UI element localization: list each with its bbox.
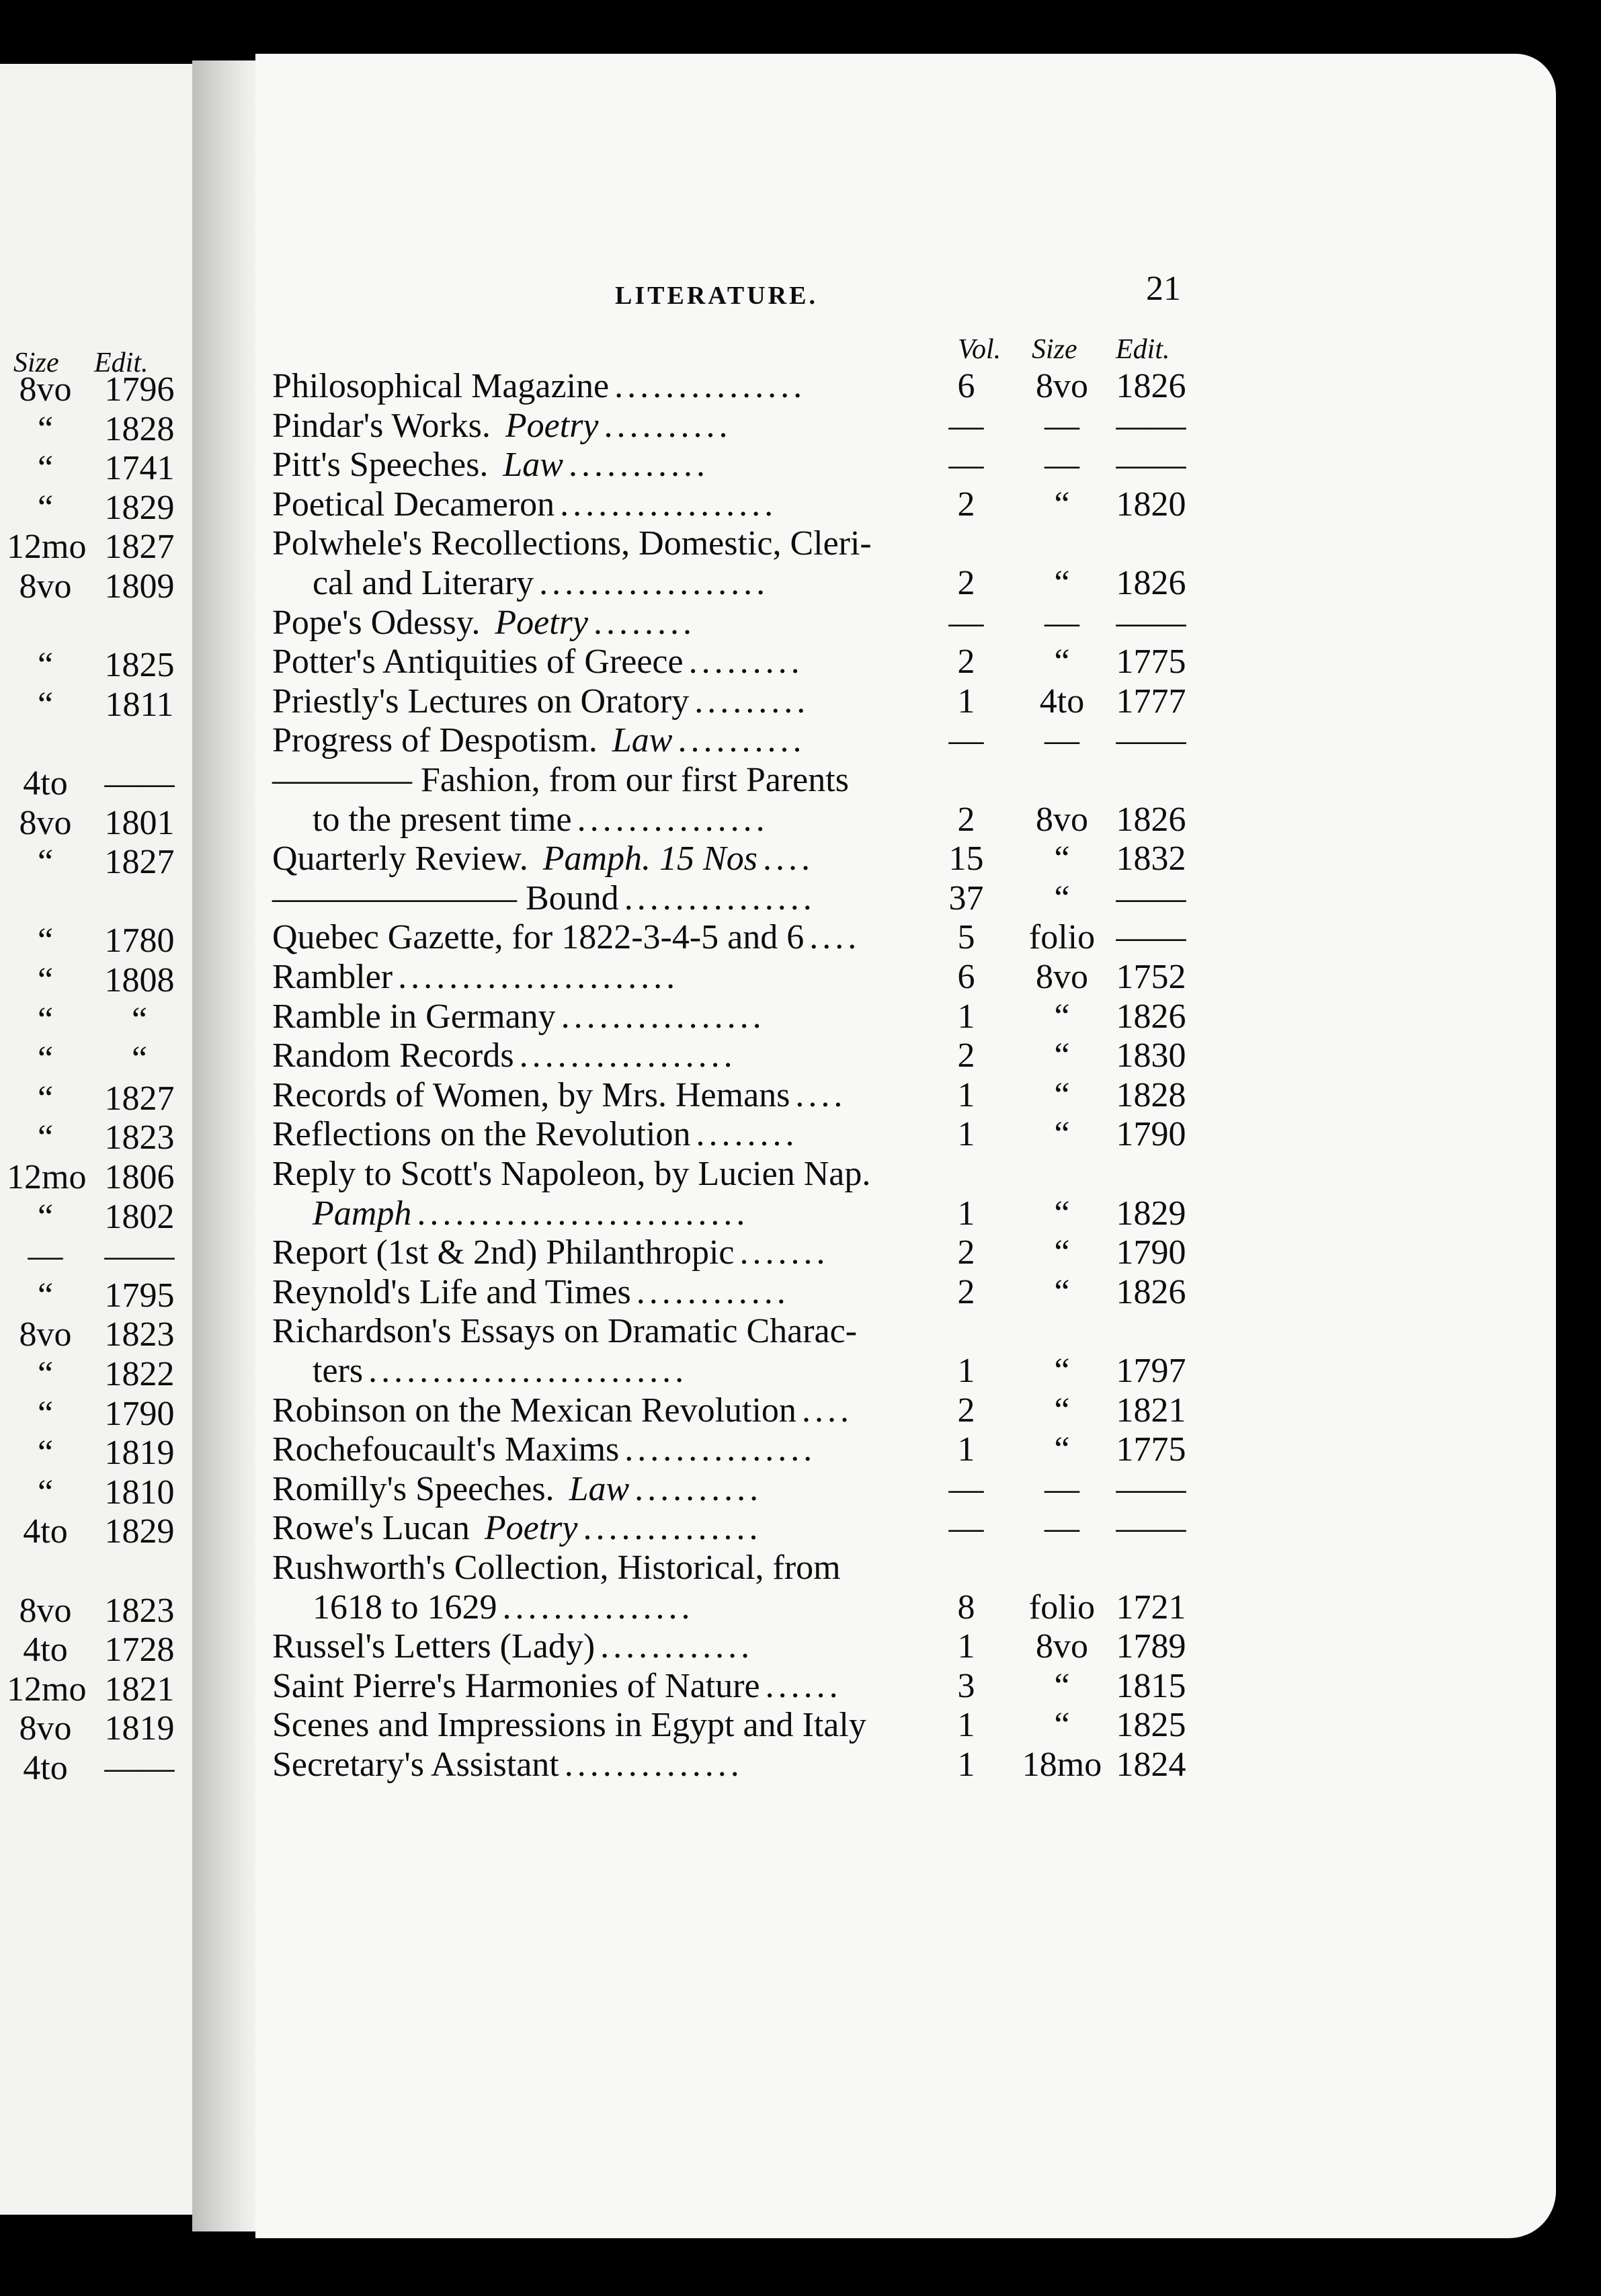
entry-row <box>272 406 732 446</box>
entry-title: Potter's Antiquities of Greece <box>272 643 684 682</box>
entry-title: Priestly's Lectures on Oratory <box>272 682 690 721</box>
entry-size-cell: “ <box>1054 997 1070 1036</box>
entry-vol-cell: 2 <box>957 643 975 682</box>
entry-title: Reflections on the Revolution <box>272 1115 691 1154</box>
left-size-cell: “ <box>37 1434 54 1473</box>
entry-title: cal and Literary <box>313 564 534 602</box>
left-edition-cell: 1790 <box>104 1394 175 1433</box>
entry-vol-cell: 2 <box>957 1036 975 1075</box>
entry-vol-cell: — <box>948 721 984 760</box>
left-edition-cell: 1780 <box>104 921 175 960</box>
dot-leader: ......... <box>694 682 810 721</box>
left-size-cell: 4to <box>23 1512 68 1551</box>
entry-title: Reynold's Life and Times <box>272 1272 631 1311</box>
entry-row <box>272 878 816 919</box>
entry-row <box>272 1745 743 1785</box>
entry-edit-cell: 1826 <box>1116 564 1186 602</box>
left-edition-cell: 1811 <box>105 685 174 724</box>
entry-size-cell: — <box>1044 1509 1079 1548</box>
entry-row <box>272 760 854 801</box>
entry-vol-cell: 1 <box>957 1115 975 1154</box>
entry-row <box>313 1351 688 1391</box>
entry-row <box>313 563 769 604</box>
entry-note: Pamph. 15 Nos <box>542 839 757 878</box>
entry-title: Rushworth's Collection, Historical, from <box>272 1549 841 1587</box>
entry-edit-cell: 1829 <box>1116 1194 1186 1233</box>
left-size-cell: “ <box>37 646 54 685</box>
entry-row <box>272 1548 846 1588</box>
entry-edit-cell: 1752 <box>1116 958 1186 996</box>
dot-leader: ......................... <box>368 1352 688 1390</box>
dot-leader: ................ <box>561 997 766 1036</box>
left-edition-cell: 1728 <box>104 1631 175 1670</box>
entry-size-cell: — <box>1044 406 1079 445</box>
left-size-cell: 8vo <box>19 567 72 606</box>
entry-vol-cell: 6 <box>957 958 975 996</box>
entry-size-cell: “ <box>1054 1036 1070 1075</box>
entry-title: Philosophical Magazine <box>272 367 610 405</box>
entry-row <box>272 524 877 564</box>
left-edition-cell: 1795 <box>104 1276 175 1315</box>
entry-title: Reply to Scott's Napoleon, by Lucien Nap. <box>272 1155 871 1193</box>
entry-edit-cell: —— <box>1116 446 1186 485</box>
entry-edit-cell: 1790 <box>1116 1115 1186 1154</box>
entry-vol-cell: 5 <box>957 918 975 957</box>
left-edition-cell: 1819 <box>104 1434 175 1473</box>
entry-title: Secretary's Assistant <box>272 1746 559 1784</box>
dot-leader: ............... <box>624 1430 817 1469</box>
left-edition-cell: “ <box>131 1000 148 1039</box>
left-size-cell: “ <box>37 921 54 960</box>
entry-size-cell: folio <box>1028 1588 1096 1627</box>
left-size-cell: 4to <box>23 764 68 803</box>
entry-vol-cell: 1 <box>957 1706 975 1745</box>
entry-edit-cell: —— <box>1116 878 1186 917</box>
left-size-cell: 12mo <box>7 528 87 567</box>
entry-title: ——————— Bound <box>272 878 619 917</box>
dot-leader: .......... <box>634 1469 763 1508</box>
left-edition-cell: 1808 <box>104 961 175 999</box>
entry-size-cell: 8vo <box>1036 958 1088 996</box>
left-size-cell: “ <box>37 1276 54 1315</box>
entry-edit-cell: 1826 <box>1116 997 1186 1036</box>
left-edition-cell: 1741 <box>104 449 175 488</box>
entry-vol-cell: 3 <box>957 1666 975 1705</box>
entry-vol-cell: — <box>948 1509 984 1548</box>
running-head: LITERATURE. <box>615 282 818 310</box>
entry-title: Rowe's Lucan <box>272 1509 470 1548</box>
left-edition-cell: 1827 <box>104 1079 175 1118</box>
left-size-cell: 4to <box>23 1631 68 1670</box>
entry-row <box>272 485 777 525</box>
entry-vol-cell: 2 <box>957 800 975 839</box>
entry-title: Quebec Gazette, for 1822-3-4-5 and 6 <box>272 918 805 957</box>
entry-edit-cell: —— <box>1116 918 1186 957</box>
left-size-cell: “ <box>37 1079 54 1118</box>
entry-title: Random Records <box>272 1036 514 1075</box>
dot-leader: ............ <box>636 1272 790 1311</box>
dot-leader: .............. <box>564 1746 743 1784</box>
entry-title: ———— Fashion, from our first Parents <box>272 761 849 799</box>
left-edition-cell: 1809 <box>104 567 175 606</box>
entry-size-cell: 8vo <box>1036 367 1088 405</box>
entry-edit-cell: 1775 <box>1116 1430 1186 1469</box>
dot-leader: .......... <box>678 721 806 760</box>
left-edition-cell: 1796 <box>104 370 175 409</box>
entry-edit-cell: 1832 <box>1116 839 1186 878</box>
left-edition-cell: 1829 <box>104 488 175 527</box>
entry-vol-cell: 1 <box>957 1627 975 1666</box>
entry-row <box>272 1154 876 1194</box>
entry-row <box>272 1194 749 1234</box>
left-column-header-edit: Edit. <box>94 347 149 378</box>
entry-edit-cell: —— <box>1116 1509 1186 1548</box>
left-edition-cell: —— <box>104 764 175 803</box>
entry-size-cell: 18mo <box>1022 1746 1102 1784</box>
entry-row <box>272 1272 790 1313</box>
entry-title: Romilly's Speeches. <box>272 1469 555 1508</box>
left-edition-cell: 1827 <box>104 528 175 567</box>
left-size-cell: “ <box>37 449 54 488</box>
left-edition-cell: 1806 <box>104 1158 175 1196</box>
entry-row <box>272 603 696 643</box>
entry-size-cell: 8vo <box>1036 1627 1088 1666</box>
entry-size-cell: — <box>1044 721 1079 760</box>
left-edition-cell: 1829 <box>104 1512 175 1551</box>
left-size-cell: 12mo <box>7 1670 87 1709</box>
entry-note: Poetry <box>484 1509 578 1548</box>
left-size-cell: 8vo <box>19 1591 72 1630</box>
entry-size-cell: — <box>1044 603 1079 642</box>
entry-row <box>272 366 806 407</box>
dot-leader: ....... <box>739 1233 829 1272</box>
entry-edit-cell: 1797 <box>1116 1352 1186 1390</box>
entry-title: Scenes and Impressions in Egypt and Italy <box>272 1706 866 1745</box>
entry-size-cell: “ <box>1054 485 1070 524</box>
entry-edit-cell: —— <box>1116 406 1186 445</box>
column-header-vol: Vol. <box>958 334 1001 365</box>
entry-edit-cell: 1826 <box>1116 1272 1186 1311</box>
left-size-cell: “ <box>37 1355 54 1393</box>
entry-size-cell: “ <box>1054 1194 1070 1233</box>
entry-title: Richardson's Essays on Dramatic Charac- <box>272 1312 858 1351</box>
left-edition-cell: 1825 <box>104 646 175 685</box>
left-edition-cell: —— <box>104 1749 175 1787</box>
left-size-cell: “ <box>37 843 54 882</box>
entry-size-cell: “ <box>1054 643 1070 682</box>
entry-title: Quarterly Review. <box>272 839 528 878</box>
left-edition-cell: 1827 <box>104 843 175 882</box>
left-size-cell: 4to <box>23 1749 68 1787</box>
left-size-cell: “ <box>37 1394 54 1433</box>
left-size-cell: 12mo <box>7 1158 87 1196</box>
entry-size-cell: “ <box>1054 1075 1070 1114</box>
dot-leader: ................. <box>560 485 778 524</box>
entry-row <box>272 1627 753 1667</box>
column-header-size: Size <box>1032 334 1077 365</box>
entry-size-cell: “ <box>1054 839 1070 878</box>
entry-title: Russel's Letters (Lady) <box>272 1627 596 1666</box>
entry-edit-cell: 1825 <box>1116 1706 1186 1745</box>
column-header-edit: Edit. <box>1116 334 1170 365</box>
entry-edit-cell: 1828 <box>1116 1075 1186 1114</box>
dot-leader: ........... <box>568 446 709 485</box>
entry-edit-cell: 1775 <box>1116 643 1186 682</box>
left-edition-cell: 1823 <box>104 1315 175 1354</box>
entry-vol-cell: 2 <box>957 564 975 602</box>
entry-note: Poetry <box>505 406 599 445</box>
left-size-cell: 8vo <box>19 803 72 842</box>
entry-row <box>272 721 805 761</box>
entry-row <box>272 1075 846 1116</box>
entry-vol-cell: 1 <box>957 1194 975 1233</box>
entry-vol-cell: 2 <box>957 1233 975 1272</box>
entry-size-cell: “ <box>1054 1706 1070 1745</box>
entry-title: ters <box>313 1352 364 1390</box>
entry-edit-cell: 1830 <box>1116 1036 1186 1075</box>
entry-row <box>272 917 860 958</box>
dot-leader: .................. <box>539 564 770 602</box>
dot-leader: .... <box>795 1075 847 1114</box>
dot-leader: .......... <box>604 406 732 445</box>
entry-edit-cell: —— <box>1116 1469 1186 1508</box>
entry-size-cell: — <box>1044 446 1079 485</box>
entry-edit-cell: 1790 <box>1116 1233 1186 1272</box>
entry-row <box>272 1666 842 1707</box>
entry-row <box>272 682 809 722</box>
dot-leader: ................. <box>519 1036 737 1075</box>
dot-leader: ........ <box>593 603 696 642</box>
left-edition-cell: 1828 <box>104 409 175 448</box>
entry-row <box>272 445 709 485</box>
entry-title: Records of Women, by Mrs. Hemans <box>272 1075 790 1114</box>
dot-leader: .... <box>801 1391 853 1430</box>
entry-note: Law <box>503 446 563 485</box>
left-edition-cell: “ <box>131 1040 148 1079</box>
entry-vol-cell: 1 <box>957 1075 975 1114</box>
entry-title: Rochefoucault's Maxims <box>272 1430 620 1469</box>
entry-row <box>272 839 814 879</box>
entry-row <box>272 1430 816 1470</box>
entry-size-cell: “ <box>1054 1352 1070 1390</box>
entry-title: Progress of Despotism. <box>272 721 598 760</box>
entry-vol-cell: 2 <box>957 485 975 524</box>
entry-size-cell: “ <box>1054 564 1070 602</box>
entry-size-cell: 8vo <box>1036 800 1088 839</box>
entry-vol-cell: 6 <box>957 367 975 405</box>
entry-edit-cell: —— <box>1116 603 1186 642</box>
page-number: 21 <box>1146 270 1181 308</box>
left-edition-cell: 1801 <box>104 803 175 842</box>
entry-row <box>272 997 766 1037</box>
entry-size-cell: “ <box>1054 1666 1070 1705</box>
entry-size-cell: “ <box>1054 1430 1070 1469</box>
dot-leader: ............... <box>577 800 769 839</box>
entry-edit-cell: 1815 <box>1116 1666 1186 1705</box>
entry-edit-cell: —— <box>1116 721 1186 760</box>
entry-edit-cell: 1824 <box>1116 1746 1186 1784</box>
entry-row <box>272 1036 737 1076</box>
dot-leader: ...... <box>765 1666 842 1705</box>
entry-vol-cell: 1 <box>957 1430 975 1469</box>
entry-title: Ramble in Germany <box>272 997 556 1036</box>
entry-title: Rambler <box>272 958 393 996</box>
left-edition-cell: 1823 <box>104 1591 175 1630</box>
dot-leader: .............. <box>583 1509 762 1548</box>
entry-vol-cell: 1 <box>957 1746 975 1784</box>
entry-note: Law <box>569 1469 630 1508</box>
entry-edit-cell: 1826 <box>1116 367 1186 405</box>
left-size-cell: 8vo <box>19 1315 72 1354</box>
left-size-cell: 8vo <box>19 370 72 409</box>
entry-size-cell: “ <box>1054 1115 1070 1154</box>
entry-size-cell: 4to <box>1039 682 1085 721</box>
entry-row <box>272 1114 798 1155</box>
dot-leader: ............ <box>600 1627 754 1666</box>
entry-size-cell: “ <box>1054 878 1070 917</box>
entry-title: Saint Pierre's Harmonies of Nature <box>272 1666 760 1705</box>
left-edition-cell: 1822 <box>104 1355 175 1393</box>
entry-title: Poetical Decameron <box>272 485 555 524</box>
left-size-cell: “ <box>37 488 54 527</box>
left-edition-cell: —— <box>104 1237 175 1276</box>
entry-title: 1618 to 1629 <box>313 1588 497 1627</box>
dot-leader: .......................... <box>417 1194 749 1233</box>
dot-leader: ......... <box>688 643 804 682</box>
dot-leader: ............... <box>502 1588 694 1627</box>
entry-size-cell: “ <box>1054 1391 1070 1430</box>
left-size-cell: “ <box>37 961 54 999</box>
entry-row <box>313 1588 694 1628</box>
entry-vol-cell: — <box>948 446 984 485</box>
left-edition-cell: 1802 <box>104 1197 175 1236</box>
dot-leader: .... <box>762 839 814 878</box>
entry-note: Law <box>612 721 673 760</box>
left-size-cell: “ <box>37 1000 54 1039</box>
entry-vol-cell: 2 <box>957 1272 975 1311</box>
entry-edit-cell: 1820 <box>1116 485 1186 524</box>
entry-row <box>272 957 679 997</box>
entry-row <box>313 800 769 840</box>
left-edition-cell: 1823 <box>104 1118 175 1157</box>
entry-vol-cell: 2 <box>957 1391 975 1430</box>
left-size-cell: — <box>28 1237 63 1276</box>
entry-size-cell: — <box>1044 1469 1079 1508</box>
dot-leader: ............... <box>614 367 807 405</box>
entry-title: Robinson on the Mexican Revolution <box>272 1391 796 1430</box>
entry-edit-cell: 1826 <box>1116 800 1186 839</box>
entry-edit-cell: 1721 <box>1116 1588 1186 1627</box>
entry-size-cell: “ <box>1054 1272 1070 1311</box>
entry-vol-cell: — <box>948 1469 984 1508</box>
dot-leader: .... <box>809 918 861 957</box>
entry-note: Pamph <box>313 1194 412 1233</box>
entry-row <box>272 1311 862 1352</box>
dot-leader: ........ <box>696 1115 798 1154</box>
left-edition-cell: 1810 <box>104 1473 175 1512</box>
entry-title: Pitt's Speeches. <box>272 446 489 485</box>
entry-vol-cell: 1 <box>957 1352 975 1390</box>
entry-edit-cell: 1789 <box>1116 1627 1186 1666</box>
entry-vol-cell: 8 <box>957 1588 975 1627</box>
entry-vol-cell: — <box>948 406 984 445</box>
entry-vol-cell: — <box>948 603 984 642</box>
entry-title: Polwhele's Recollections, Domestic, Cleri- <box>272 524 872 563</box>
entry-row <box>272 1233 829 1273</box>
entry-vol-cell: 37 <box>948 878 984 917</box>
entry-row <box>272 1469 762 1510</box>
entry-edit-cell: 1777 <box>1116 682 1186 721</box>
entry-title: Pope's Odessy. <box>272 603 481 642</box>
entry-vol-cell: 1 <box>957 682 975 721</box>
left-size-cell: “ <box>37 409 54 448</box>
entry-row <box>272 1705 872 1746</box>
entry-title: Pindar's Works. <box>272 406 491 445</box>
dot-leader: ...................... <box>398 958 680 996</box>
entry-row <box>272 1391 853 1431</box>
left-size-cell: “ <box>37 1118 54 1157</box>
entry-title: Report (1st & 2nd) Philanthropic <box>272 1233 735 1272</box>
left-size-cell: “ <box>37 685 54 724</box>
left-size-cell: 8vo <box>19 1709 72 1748</box>
entry-vol-cell: 1 <box>957 997 975 1036</box>
entry-title: to the present time <box>313 800 572 839</box>
entry-vol-cell: 15 <box>948 839 984 878</box>
entry-size-cell: “ <box>1054 1233 1070 1272</box>
dot-leader: ............... <box>624 878 816 917</box>
left-edition-cell: 1819 <box>104 1709 175 1748</box>
left-edition-cell: 1821 <box>104 1670 175 1709</box>
left-column-header-size: Size <box>13 347 59 378</box>
entry-note: Poetry <box>495 603 588 642</box>
left-size-cell: “ <box>37 1197 54 1236</box>
entry-row <box>272 1508 762 1549</box>
left-size-cell: “ <box>37 1040 54 1079</box>
left-size-cell: “ <box>37 1473 54 1512</box>
entry-row <box>272 642 804 682</box>
entry-edit-cell: 1821 <box>1116 1391 1186 1430</box>
entry-size-cell: folio <box>1028 918 1096 957</box>
